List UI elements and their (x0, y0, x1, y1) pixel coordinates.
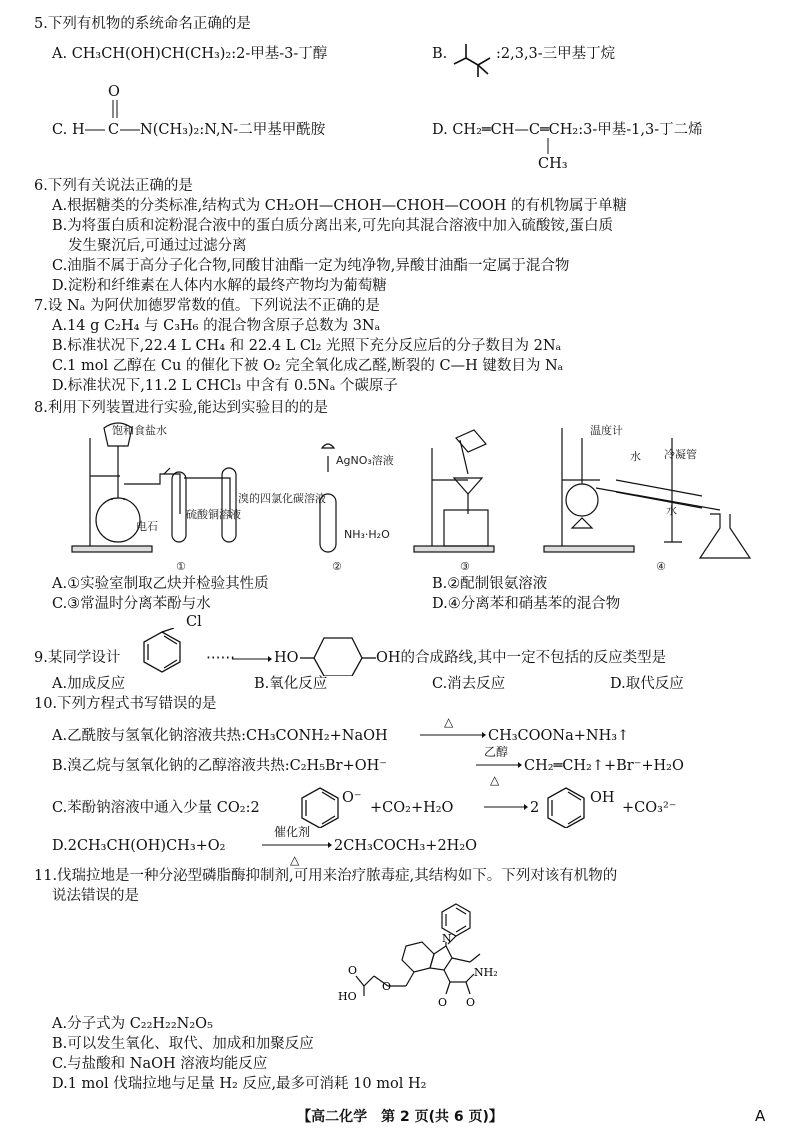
q10-a-arrow (420, 730, 486, 740)
paper-version-label: A (755, 1107, 766, 1125)
q8-stem: 8.利用下列装置进行实验,能达到实验目的的是 (34, 400, 328, 416)
q5-c-carbonyl-o: O (108, 84, 120, 100)
fig-num-1: ① (176, 560, 186, 573)
q9-option-a: A.加成反应 (52, 676, 126, 692)
q10-a-products: CH₃COONa+NH₃↑ (488, 728, 630, 744)
fig-label-calcium-carbide: 电石 (136, 520, 158, 533)
q11-ether-o-label: O (382, 980, 392, 993)
q10-c-o-minus: O⁻ (342, 790, 362, 806)
q8-option-a: A.①实验室制取乙炔并检验其性质 (52, 576, 269, 592)
q10-b-products: CH₂═CH₂↑+Br⁻+H₂O (524, 758, 684, 774)
q8-option-d: D.④分离苯和硝基苯的混合物 (432, 596, 621, 612)
q11-option-d: D.1 mol 伐瑞拉地与足量 H₂ 反应,最多可消耗 10 mol H₂ (52, 1076, 427, 1092)
fig-label-copper-sulfate: 硫酸铜溶液 (186, 508, 241, 521)
q8-option-b: B.②配制银氨溶液 (432, 576, 548, 592)
fig-num-2: ② (332, 560, 342, 573)
fig-label-ammonia-water: NH₃·H₂O (344, 528, 390, 541)
q10-c-middle: +CO₂+H₂O (370, 800, 454, 816)
q5-stem: 5.下列有机物的系统命名正确的是 (34, 16, 251, 32)
q11-option-c: C.与盐酸和 NaOH 溶液均能反应 (52, 1056, 268, 1072)
q10-d-condition-top: 催化剂 (274, 825, 311, 839)
q11-option-a: A.分子式为 C₂₂H₂₂N₂O₅ (52, 1016, 213, 1032)
q6-option-d: D.淀粉和纤维素在人体内水解的最终产物均为葡萄糖 (52, 278, 387, 294)
fig-num-4: ④ (656, 560, 666, 573)
q11-acid-o-label: O (348, 964, 358, 977)
q10-a-condition: △ (444, 715, 454, 729)
q9-chlorobenzene-ring (140, 628, 184, 676)
fig-num-3: ③ (460, 560, 470, 573)
fig-label-silver-nitrate: AgNO₃溶液 (336, 454, 394, 467)
q10-d-reactants: D.2CH₃CH(OH)CH₃+O₂ (52, 838, 226, 854)
q7-option-d: D.标准状况下,11.2 L CHCl₃ 中含有 0.5Nₐ 个碳原子 (52, 378, 398, 394)
fig-label-water-out: 水 (666, 504, 677, 517)
q10-c-products: +CO₃²⁻ (622, 800, 677, 816)
page-footer: 【高二化学 第 2 页(共 6 页)】 (297, 1109, 503, 1125)
fig-label-saturated-brine: 饱和食盐水 (112, 424, 167, 437)
q5-option-a: A. CH₃CH(OH)CH(CH₃)₂:2-甲基-3-丁醇 (52, 46, 328, 62)
q10-d-arrow (262, 840, 332, 850)
q9-cyclohexanediol-ring (300, 632, 376, 676)
q11-keto-o-label: O (438, 996, 448, 1009)
q5-c-bond-2 (120, 128, 140, 132)
q11-n-label: N (442, 932, 452, 945)
q11-amide-o-label: O (466, 996, 476, 1009)
q5-d-methyl: CH₃ (538, 156, 568, 172)
q11-varespladib-structure (330, 900, 510, 1012)
q10-a-reactants: A.乙酰胺与氢氧化钠溶液共热:CH₃CONH₂+NaOH (52, 728, 388, 744)
q7-stem: 7.设 Nₐ 为阿伏加德罗常数的值。下列说法不正确的是 (34, 298, 380, 314)
q9-option-d: D.取代反应 (610, 676, 684, 692)
q5-b-skeletal-structure (452, 30, 502, 80)
fig-label-water-in: 水 (630, 450, 641, 463)
q10-d-products: 2CH₃COCH₃+2H₂O (334, 838, 478, 854)
fig-label-thermometer: 温度计 (590, 424, 623, 437)
q5-d-branch-bond (546, 138, 550, 154)
q11-stem-line1: 11.伐瑞拉地是一种分泌型磷脂酶抑制剂,可用来治疗脓毒症,其结构如下。下列对该有机物的 (34, 868, 618, 884)
q7-option-a: A.14 g C₂H₄ 与 C₃H₆ 的混合物含原子总数为 3Nₐ (52, 318, 381, 334)
q10-b-arrow (476, 760, 522, 770)
q7-option-b: B.标准状况下,22.4 L CH₄ 和 22.4 L Cl₂ 光照下充分反应后的分子数目为 2Nₐ (52, 338, 562, 354)
q9-cl-label: Cl (186, 614, 202, 630)
q9-stem-prefix: 9.某同学设计 (34, 650, 121, 666)
q10-b-condition-bottom: △ (490, 773, 500, 787)
fig-label-condenser: 冷凝管 (664, 448, 697, 461)
q5-option-d: D. CH₂═CH—C═CH₂:3-甲基-1,3-丁二烯 (432, 122, 703, 138)
q5-option-c-label: C. (52, 122, 68, 138)
q6-option-c: C.油脂不属于高分子化合物,同酸甘油酯一定为纯净物,异酸甘油酯一定属于混合物 (52, 258, 570, 274)
q9-option-b: B.氧化反应 (254, 676, 328, 692)
q10-c-arrow (484, 802, 528, 812)
q8-apparatus-figure (60, 418, 760, 574)
q9-dots: ⋯⋯ (206, 650, 235, 666)
q5-c-h: H (72, 122, 85, 138)
q10-d-condition-bottom: △ (290, 853, 300, 867)
q9-oh-stem-suffix: OH的合成路线,其中一定不包括的反应类型是 (376, 650, 667, 666)
q11-option-b: B.可以发生氧化、取代、加成和加聚反应 (52, 1036, 314, 1052)
q6-option-b-line1: B.为将蛋白质和淀粉混合液中的蛋白质分离出来,可先向其混合溶液中加入硫酸铵,蛋白质 (52, 218, 613, 234)
fig-label-bromine-ccl4: 溴的四氯化碳溶液 (238, 492, 326, 505)
q10-b-condition-top: 乙醇 (484, 745, 509, 759)
q10-c-coefficient: 2 (530, 800, 540, 816)
q6-option-b-line2: 发生聚沉后,可通过过滤分离 (68, 238, 247, 254)
q6-stem: 6.下列有关说法正确的是 (34, 178, 193, 194)
q5-option-b-label: B. (432, 46, 448, 62)
q5-c-carbon: C (108, 122, 120, 138)
q7-option-c: C.1 mol 乙醇在 Cu 的催化下被 O₂ 完全氧化成乙醛,断裂的 C—H 键数目为 Nₐ (52, 358, 564, 374)
q10-c-prefix: C.苯酚钠溶液中通入少量 CO₂:2 (52, 800, 260, 816)
q5-option-b-name: :2,3,3-三甲基丁烷 (496, 46, 616, 62)
q10-stem: 10.下列方程式书写错误的是 (34, 696, 217, 712)
q11-ho-label: HO (338, 990, 357, 1003)
q9-arrow (232, 654, 272, 664)
q10-b-reactants: B.溴乙烷与氢氧化钠的乙醇溶液共热:C₂H₅Br+OH⁻ (52, 758, 387, 774)
q8-option-c: C.③常温时分离苯酚与水 (52, 596, 211, 612)
q5-c-double-bond (110, 100, 120, 120)
q6-option-a: A.根据糖类的分类标准,结构式为 CH₂OH—CHOH—CHOH—COOH 的有机物属于单糖 (52, 198, 628, 214)
q10-c-oh: OH (590, 790, 615, 806)
q10-c-phenol-ring (546, 784, 590, 828)
q11-stem-line2: 说法错误的是 (52, 888, 139, 904)
q9-option-c: C.消去反应 (432, 676, 506, 692)
q9-ho: HO (274, 650, 299, 666)
q5-option-c-rest: N(CH₃)₂:N,N-二甲基甲酰胺 (140, 122, 326, 138)
q5-c-bond-1 (85, 128, 105, 132)
q11-nh2-label: NH₂ (474, 966, 498, 979)
